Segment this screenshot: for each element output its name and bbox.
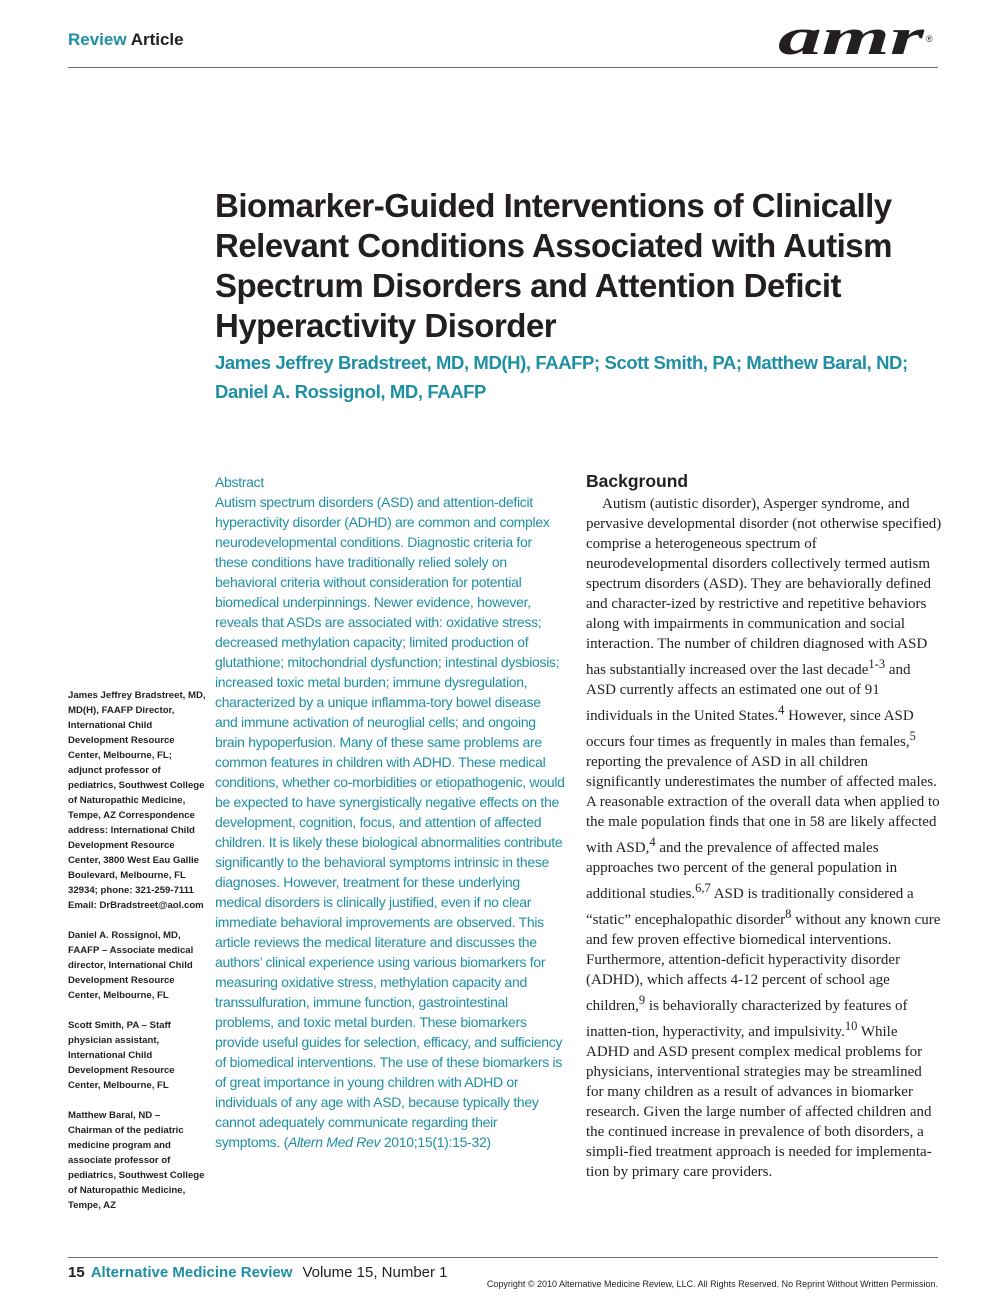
author-line: James Jeffrey Bradstreet, MD, MD(H), FAAFP; Scott Smith, PA; Matthew Baral, ND; [215, 352, 908, 373]
abstract-text: Autism spectrum disorders (ASD) and attention-deficit hyperactivity disorder (ADHD) are common and complex neurodevelopmental conditions. Diagnostic criteria for these conditions have traditionally relied solely on behavioral criteria without consideration for potential biomedical underpinnings. Newer evidence, however, reveals that ASDs are associated with: oxidative stress; decreased methylation capacity; limited production of glutathione; mitochondrial dysfunction; intestinal dysbiosis; increased toxic metal burden; immune dysregulation, characterized by a unique inflamma-tory bowel disease and immune activation of neuroglial cells; and ongoing brain hypoperfusion. Many of these same problems are common features in children with ADHD. These medical conditions, whether co-morbidities or etiopathogenic, would be expected to have synergistically negative effects on the development, cognition, focus, and attention of affected children. It is likely these biological abnormalities contribute significantly to the behavioral symptoms intrinsic in these diagnoses. However, treatment for these underlying medical disorders is clinically justified, even if no clear immediate behavioral improvements are observed. This article reviews the medical literature and discusses the authors’ clinical experience using various biomarkers for measuring oxidative stress, methylation capacity and transsulfuration, immune function, gastrointestinal problems, and toxic metal burden. These biomarkers provide useful guides for selection, efficacy, and sufficiency of biomedical interventions. The use of these biomarkers is of great importance in young children with ADHD or individuals of any age with ASD, because typically they cannot adequately communicate regarding their symptoms. (Altern Med Rev 2010;15(1):15-32) [215, 494, 565, 1150]
citation-ref: 9 [638, 993, 646, 1007]
page-footer [68, 1264, 448, 1281]
section-label-review: Review [68, 30, 127, 49]
citation-ref: 5 [909, 729, 916, 743]
footer-divider [68, 1257, 938, 1258]
citation-ref: 6,7 [695, 881, 711, 895]
registered-mark: ® [926, 34, 933, 44]
article-title: Biomarker-Guided Interventions of Clinically Relevant Conditions Associated with Autism Spectrum Disorders and Attention Deficit Hyperactivity Disorder [215, 187, 892, 344]
abstract [215, 472, 565, 1152]
citation-ref: 8 [785, 907, 792, 921]
abstract-label: Abstract [215, 474, 264, 490]
author-list [215, 348, 955, 406]
copyright-notice: Copyright © 2010 Alternative Medicine Review, LLC. All Rights Reserved. No Reprint Without Written Permission. [486, 1279, 938, 1289]
logo-text: amr [778, 14, 926, 64]
author-line: Daniel A. Rossignol, MD, FAAFP [215, 381, 487, 402]
abstract-body: Autism spectrum disorders (ASD) and attention-deficit hyperactivity disorder (ADHD) are common and complex neurodevelopmental conditions. Diagnostic criteria for these conditions have traditionally relied solely on behavioral criteria without consideration for potential biomedical underpinnings. Newer evidence, however, reveals that ASDs are associated with: oxidative stress; decreased methylation capacity; limited production of glutathione; mitochondrial dysfunction; intestinal dysbiosis; increased toxic metal burden; immune dysregulation, characterized by a unique inflamma-tory bowel disease and immune activation of neuroglial cells; and ongoing brain hypoperfusion. Many of these same problems are common features in children with ADHD. These medical conditions, whether co-morbidities or etiopathogenic, would be expected to have synergistically negative effects on the development, cognition, focus, and attention of affected children. It is likely these biological abnormalities contribute significantly to the behavioral symptoms intrinsic in these diagnoses. However, treatment for these underlying medical disorders is clinically justified, even if no clear immediate behavioral improvements are observed. This article reviews the medical literature and discusses the authors’ clinical experience using various biomarkers for measuring oxidative stress, methylation capacity and transsulfuration, immune function, gastrointestinal problems, and toxic metal burden. These biomarkers provide useful guides for selection, efficacy, and sufficiency of biomedical interventions. The use of these biomarkers is of great importance in young children with ADHD or individuals of any age with ASD, because typically they cannot adequately communicate regarding their symptoms. [215, 494, 565, 1150]
citation-ref: 4 [649, 835, 656, 849]
background-heading: Background [586, 471, 689, 491]
affiliation: Scott Smith, PA – Staff physician assistant, International Child Development Resource Center, Melbourne, FL [68, 1020, 175, 1091]
citation-ref: 4 [778, 703, 785, 717]
journal-name: Alternative Medicine Review [90, 1264, 293, 1281]
background-section [586, 470, 942, 1182]
affiliation: Daniel A. Rossignol, MD, FAAFP – Associate medical director, International Child Development Resource Center, Melbourne, FL [68, 930, 194, 1001]
author-affiliations [68, 688, 206, 1228]
background-text: Autism (autistic disorder), Asperger syndrome, and pervasive developmental disorder (not otherwise specified) comprise a heterogeneous spectrum of neurodevelopmental disorders collectively termed autism spectrum disorders (ASD). They are behaviorally defined and character-ized by restrictive and repetitive behaviors along with impairments in communication and social interaction. The number of children diagnosed with ASD has substantially increased over the last decade$^{1-3}$ and ASD currently affects an estimated one out of 91 individuals in the United States.$^4$ However, since ASD occurs four times as frequently in males than females,$^5$ reporting the prevalence of ASD in all children significantly underestimates the number of affected males. A reasonable extraction of the overall data when applied to the male population finds that one in 58 are likely affected with ASD,$^4$ and the prevalence of affected males approaches two percent of the general population in additional studies.$^{6,7}$ ASD is traditionally considered a “static” encephalopathic disorder$^8$ without any known cure and few proven effective biomedical interventions. Furthermore, attention-deficit hyperactivity disorder (ADHD), which affects 4-12 percent of school age children,$^9$ is behaviorally characterized by features of inatten-tion, hyperactivity, and impulsivity.$^{10}$ While ADHD and ASD present complex medical problems for physicians, interventional strategies may be streamlined for many children as a result of advances in biomarker research. Given the large number of affected children and the continued increase in prevalence of both disorders, a simpli-fied treatment approach is needed for implementa-tion by primary care providers. [586, 496, 942, 1180]
volume-issue: Volume 15, Number 1 [302, 1264, 448, 1281]
citation-journal: Altern Med Rev [287, 1134, 381, 1150]
header-divider [68, 67, 938, 68]
citation-ref: 1-3 [868, 657, 886, 671]
page-number: 15 [68, 1264, 85, 1281]
section-label [68, 30, 184, 50]
citation-ref: 10 [844, 1019, 858, 1033]
affiliation: James Jeffrey Bradstreet, MD, MD(H), FAAFP Director, International Child Development Resource Center, Melbourne, FL; adjunct professor of pediatrics, Southwest College of Naturopathic Medicine, Tempe, AZ Correspondence address: International Child Development Resource Center, 3800 West Eau Gallie Boulevard, Melbourne, FL 32934; phone: 321-259-7111 Email: DrBradstreet@aol.com [68, 690, 206, 911]
section-label-article: Article [130, 30, 184, 49]
affiliation: Matthew Baral, ND – Chairman of the pediatric medicine program and associate professor of pediatrics, Southwest College of Naturopathic Medicine, Tempe, AZ [68, 1110, 205, 1211]
amr-logo [776, 14, 938, 64]
